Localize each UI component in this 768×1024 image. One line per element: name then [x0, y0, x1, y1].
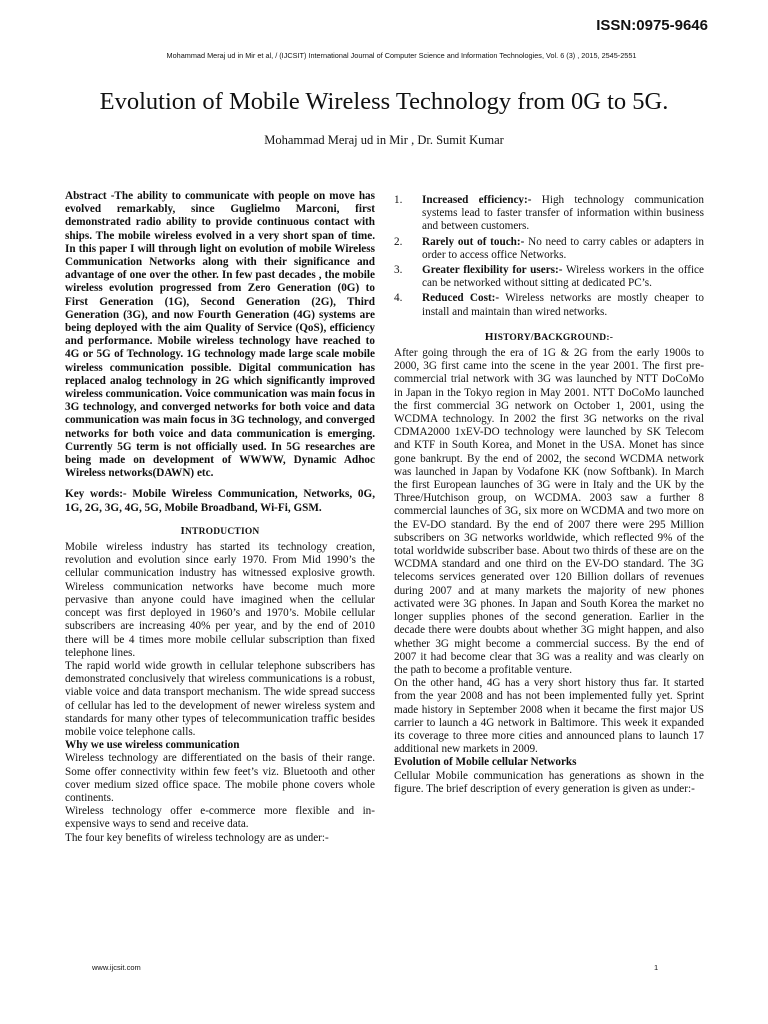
why-paragraph-2: Wireless technology offer e-commerce more flexible and in-expensive ways to send and receive data.	[65, 805, 375, 831]
list-item: 3. Greater flexibility for users:- Wireless workers in the office can be networked without sitting at dedicated PC’s.	[394, 264, 704, 290]
intro-paragraph-2: The rapid world wide growth in cellular telephone subscribers has demonstrated conclusively that wireless communications is a robust, viable voice and data transport mechanism. The wide spread success of cellular has led to the development of newer wireless system and standards for many other types of telecommunication traffic besides mobile voice telephone calls.	[65, 659, 375, 738]
list-item: 1. Increased efficiency:- High technology communication systems lead to faster transfer of information within business and between customers.	[394, 194, 704, 233]
history-paragraph-2: On the other hand, 4G has a very short history thus far. It started from the year 2008 and has not been implemented fully yet. Sprint made history in September 2008 when it became the first major US carrier to launch a 4G network in Baltimore. This week it expanded its coverage to three more cities and announced plans to launch 17 additional new markets in 2009.	[394, 677, 704, 756]
benefits-list	[394, 194, 704, 319]
history-paragraph-1: After going through the era of 1G & 2G from the early 1900s to 2000, 3G first came into the scene in the year 2001. The first pre-commercial trial network with 3G was launched by NTT DoCoMo in Japan in the Tokyo region in May 2001. NTT DoCoMo launched the first commercial 3G network on October 1, 2001, using the WCDMA technology. In 2002 the first 3G networks on the rival CDMA2000 1xEV-DO technology were launched by SK Telecom and KTF in South Korea, and Monet in the USA. Monet has since gone bankrupt. By the end of 2002, the second WCDMA network was launched in Japan by Vodafone KK (now Softbank). In March the first European launches of 3G were in Italy and the UK by the Three/Hutchison group, on WCDMA. 2003 saw a further 8 commercial launches of 3G, six more on WCDMA and two more on the EV-DO standard. By the end of 2007 there were 295 Million subscribers on 3G networks worldwide, which reflected 9% of the total worldwide subscriber base. About two thirds of these are on the WCDMA standard and one third on the EV-DO standard. The 3G telecoms services generated over 120 Billion dollars of revenues during 2007 and at many markets the majority of new phones activated were 3G phones. In Japan and South Korea the market no longer supplies phones of the second generation. Earlier in the decade there were doubts about whether 3G might happen, and also whether 3G might become a commercial success. By the end of 2007 it had become clear that 3G was a reality and was clearly on the path to become a profitable venture.	[394, 347, 704, 676]
list-item: 4. Reduced Cost:- Wireless networks are mostly cheaper to install and maintain than wired networks.	[394, 292, 704, 318]
why-heading: Why we use wireless communication	[65, 739, 240, 752]
why-paragraph-3: The four key benefits of wireless technology are as under:-	[65, 831, 329, 844]
why-paragraph-1: Wireless technology are differentiated on the basis of their range. Some offer connectivity within few feet’s viz. Bluetooth and other cover medium sized office space. The mobile phone covers whole continents.	[65, 752, 375, 804]
left-column	[65, 190, 375, 845]
list-item: 2. Rarely out of touch:- No need to carry cables or adapters in order to access office Networks.	[394, 235, 704, 261]
paper-authors: Mohammad Meraj ud in Mir , Dr. Sumit Kumar	[264, 133, 504, 147]
intro-paragraph-1: Mobile wireless industry has started its technology creation, revolution and evolution since early 1970. From Mid 1990’s the cellular communication industry has witnessed explosive growth. Wireless communication networks have become much more pervasive than anyone could have imagined when the cellular concept was first deployed in 1960’s and 1970’s. Mobile cellular subscribers are increasing 40% per year, and by the end of 2010 there will be 4 times more mobile cellular subscription than fixed telephone lines.	[65, 541, 375, 659]
keywords: Key words:- Mobile Wireless Communication, Networks, 0G, 1G, 2G, 3G, 4G, 5G, Mobile Broadband, Wi-Fi, GSM.	[65, 488, 375, 514]
footer-url: www.ijcsit.com	[92, 963, 141, 972]
introduction-heading: INTRODUCTION	[180, 524, 260, 537]
history-heading: HISTORY/BACKGROUND:-	[484, 330, 614, 343]
abstract: Abstract -The ability to communicate with people on move has evolved remarkably, since Guglielmo Marconi, first demonstrated radio ability to provide continuous contact with ships. The mobile wireless evolved in a very short span of time. In this paper I will through light on evolution of mobile Wireless Communication Networks along with their significance and advantage of one over the other. In few past decades , the mobile wireless evolution progressed from Zero Generation (0G) to First Generation (1G), Second Generation (2G), Third Generation (3G), and now Fourth Generation (4G) systems are being deployed with the aim Quality of Service (QoS), efficiency and performance. Mobile wireless technology have reached to 4G or 5G of Technology. 1G technology made large scale mobile wireless communication possible. Digital communication has replaced analog technology in 2G which significantly improved wireless communication. Voice communication was main focus in 3G technology, and converged networks for both voice and data communication was main focus in 3G technology, and converged networks for both voice and data communication is emerging. Currently 5G term is not officially used. In 5G researches are being made on development of WWWW, Dynamic Adhoc Wireless networks(DAWN) etc.	[65, 190, 375, 480]
evolution-heading: Evolution of Mobile cellular Networks	[394, 756, 577, 769]
evolution-paragraph-1: Cellular Mobile communication has generations as shown in the figure. The brief description of every generation is given as under:-	[394, 769, 704, 795]
paper-title: Evolution of Mobile Wireless Technology from 0G to 5G.	[99, 88, 669, 115]
page-number: 1	[654, 963, 659, 972]
issn-label: ISSN:0975-9646	[596, 17, 708, 34]
right-column	[394, 194, 704, 796]
running-head: Mohammad Meraj ud in Mir et al, / (IJCSIT) International Journal of Computer Science and Information Technologies, Vol. 6 (3) , 2015, 2545-2551	[166, 51, 637, 60]
